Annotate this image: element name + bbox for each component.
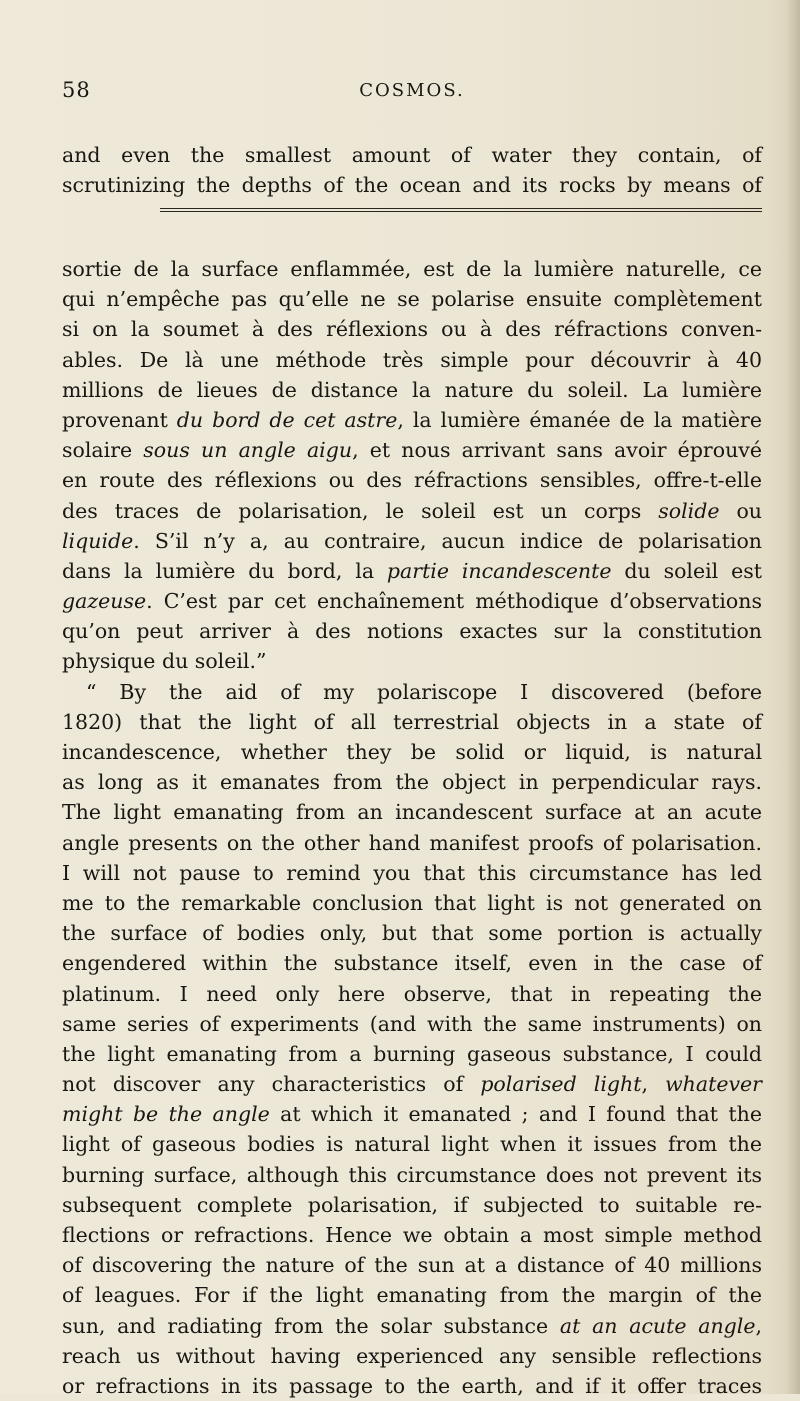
text-segment: physique du soleil.”: [62, 649, 267, 674]
text-segment: en route des réflexions ou des réfractions sensibles, offre-t-elle: [62, 468, 762, 493]
text-segment: ,: [755, 1313, 762, 1338]
text-line: and even the smallest amount of water they contain, of: [62, 143, 762, 167]
text-line: [62, 586, 762, 616]
text-line: [62, 465, 762, 495]
text-line: [62, 1129, 762, 1159]
text-segment: solaire: [62, 438, 144, 463]
text-segment: reach us without having experienced any sensible reflections: [62, 1343, 762, 1368]
text-line: [62, 828, 762, 858]
italic-text: at an acute angle: [559, 1313, 756, 1338]
text-line: [62, 1069, 762, 1099]
text-segment: I will not pause to remind you that this circumstance has led: [62, 860, 762, 885]
text-segment: or refractions in its passage to the earth, and if it offer traces: [62, 1373, 762, 1398]
text-line: [62, 948, 762, 978]
text-segment: . C’est par cet enchaînement méthodique d’observations: [146, 589, 762, 614]
text-segment: flections or refractions. Hence we obtain a most simple method: [62, 1223, 762, 1247]
text-line: [62, 254, 762, 284]
text-line: [62, 1220, 762, 1250]
text-line: [62, 1371, 762, 1401]
text-segment: at which it emanated ; and I found that the: [269, 1102, 762, 1127]
footnote-text: [62, 254, 762, 1401]
text-line: [62, 1190, 762, 1220]
text-line: [62, 677, 762, 707]
text-segment: ,: [641, 1072, 666, 1097]
text-line: [62, 375, 762, 405]
text-line: [62, 858, 762, 888]
text-segment: The light emanating from an incandescent surface at an acute: [62, 800, 762, 825]
text-segment: dans la lumière du bord, la: [62, 558, 387, 583]
footnote-rule: [160, 208, 762, 209]
text-line: [62, 314, 762, 344]
text-segment: platinum. I need only here observe, that in repeating the: [62, 981, 762, 1006]
text-segment: qu’on peut arriver à des notions exactes sur la constitution: [62, 619, 762, 644]
text-segment: light of gaseous bodies is natural light when it issues from the: [62, 1132, 762, 1157]
running-head: COSMOS.: [359, 80, 465, 101]
text-line: [62, 526, 762, 556]
text-line: [62, 767, 762, 797]
footnote-rule-secondary: [160, 211, 762, 212]
text-segment: as long as it emanates from the object in perpendicular rays.: [62, 770, 762, 795]
text-segment: engendered within the substance itself, even in the case of: [62, 951, 762, 976]
text-segment: , et nous arrivant sans avoir éprouvé: [352, 438, 762, 463]
text-line: [62, 1099, 762, 1129]
text-segment: ou: [719, 498, 762, 523]
text-line: [62, 556, 762, 586]
text-segment: the light emanating from a burning gaseous substance, I could: [62, 1041, 762, 1066]
text-line: scrutinizing the depths of the ocean and its rocks by means of: [62, 173, 762, 198]
text-line: [62, 646, 762, 676]
text-segment: subsequent complete polarisation, if subjected to suitable re-: [62, 1192, 762, 1217]
text-segment: . S’il n’y a, au contraire, aucun indice de polarisation: [133, 528, 762, 553]
text-segment: of leagues. For if the light emanating from the margin of the: [62, 1283, 762, 1308]
text-segment: du soleil est: [611, 558, 762, 583]
italic-text: polarised light: [480, 1072, 642, 1097]
text-line: [62, 496, 762, 526]
text-segment: “ By the aid of my polariscope I discovered (before: [86, 679, 762, 704]
text-line: [62, 1160, 762, 1190]
text-line: [62, 1250, 762, 1280]
text-segment: incandescence, whether they be solid or liquid, is natural: [62, 740, 762, 764]
italic-text: liquide: [62, 528, 134, 553]
text-line: [62, 918, 762, 948]
text-segment: provenant: [62, 407, 177, 432]
text-segment: me to the remarkable conclusion that light is not generated on: [62, 890, 762, 915]
text-line: [62, 1341, 762, 1371]
text-line: [62, 435, 762, 465]
text-segment: si on la soumet à des réflexions ou à des réfractions conven-: [62, 317, 762, 342]
italic-text: du bord de cet astre: [176, 407, 398, 432]
italic-text: sous un angle aigu: [143, 438, 353, 463]
text-segment: sortie de la surface enflammée, est de la lumière naturelle, ce: [62, 257, 762, 281]
text-segment: burning surface, although this circumstance does not prevent its: [62, 1162, 762, 1187]
text-line: [62, 405, 762, 435]
text-line: [62, 345, 762, 375]
text-line: [62, 737, 762, 767]
page-number: 58: [62, 78, 91, 102]
text-line: [62, 707, 762, 737]
page-header: [62, 78, 762, 108]
text-line: [62, 284, 762, 314]
text-line: [62, 1009, 762, 1039]
text-segment: sun, and radiating from the solar substance: [62, 1313, 560, 1338]
text-line: [62, 979, 762, 1009]
text-segment: same series of experiments (and with the same instruments) on: [62, 1011, 762, 1036]
italic-text: might be the angle: [62, 1102, 270, 1127]
page-edge-shadow: [786, 0, 800, 1394]
text-segment: millions de lieues de distance la nature du soleil. La lumière: [62, 377, 762, 402]
text-segment: not discover any characteristics of: [62, 1072, 481, 1097]
text-segment: the surface of bodies only, but that some portion is actually: [62, 921, 762, 946]
text-line: [62, 797, 762, 827]
text-line: [62, 888, 762, 918]
text-line: [62, 1039, 762, 1069]
text-line: [62, 616, 762, 646]
text-segment: ables. De là une méthode très simple pour découvrir à 40: [62, 347, 762, 372]
text-segment: angle presents on the other hand manifest proofs of polarisation.: [62, 830, 762, 855]
italic-text: whatever: [665, 1072, 762, 1097]
text-segment: of discovering the nature of the sun at a distance of 40 millions: [62, 1253, 762, 1278]
text-line: [62, 1280, 762, 1310]
text-segment: qui n’empêche pas qu’elle ne se polarise ensuite complètement: [62, 287, 762, 312]
text-segment: des traces de polarisation, le soleil est un corps: [62, 498, 659, 523]
italic-text: solide: [658, 498, 720, 523]
text-segment: , la lumière émanée de la matière: [397, 407, 762, 432]
main-text-top: [62, 140, 762, 200]
italic-text: partie incandescente: [386, 558, 612, 583]
text-segment: 1820) that the light of all terrestrial objects in a state of: [62, 709, 762, 734]
italic-text: gazeuse: [62, 589, 147, 614]
text-line: [62, 1311, 762, 1341]
